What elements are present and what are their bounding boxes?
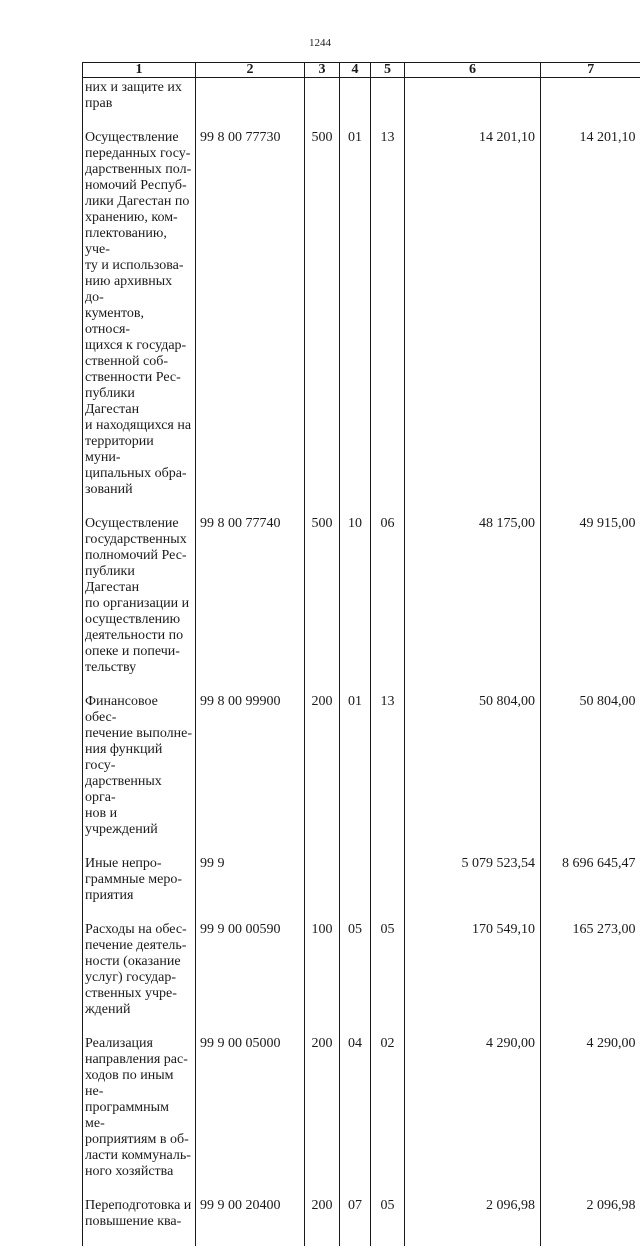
- row-name-line: Осуществление: [85, 130, 192, 146]
- table-body: [83, 78, 640, 1246]
- subsection-cell: [371, 854, 405, 920]
- row-name-line: направления рас-: [85, 1052, 192, 1068]
- row-name-line: них и защите их: [85, 80, 192, 96]
- row-name-line: плектованию, уче-: [85, 226, 192, 258]
- row-name-cell: [83, 692, 196, 854]
- row-name-line: ту и использова-: [85, 258, 192, 274]
- row-name-line: прав: [85, 96, 192, 112]
- table-row: [83, 78, 640, 129]
- row-name-line: деятельности по: [85, 628, 192, 644]
- amount-cell: [541, 78, 640, 129]
- column-header: 5: [371, 63, 405, 78]
- column-header: 1: [83, 63, 196, 78]
- row-name-line: осуществлению: [85, 612, 192, 628]
- row-name-line: нию архивных до-: [85, 274, 192, 306]
- row-name-line: ципальных обра-: [85, 466, 192, 482]
- row-name-line: щихся к государ-: [85, 338, 192, 354]
- row-name-cell: [83, 854, 196, 920]
- section-cell: [340, 78, 371, 129]
- row-name-line: печение выполне-: [85, 726, 192, 742]
- code-cell: 99 9: [196, 854, 305, 920]
- row-name-line: Реализация: [85, 1036, 192, 1052]
- column-header: 6: [405, 63, 541, 78]
- subsection-cell: 13: [371, 128, 405, 514]
- amount-cell: 2 096,98: [541, 1196, 640, 1246]
- row-name-line: ждений: [85, 1002, 192, 1018]
- row-name-line: и находящихся на: [85, 418, 192, 434]
- row-name-line: ственной соб-: [85, 354, 192, 370]
- code-cell: 99 9 00 05000: [196, 1034, 305, 1196]
- table-row: [83, 920, 640, 1034]
- row-name-line: ственных учре-: [85, 986, 192, 1002]
- row-name-line: тельству: [85, 660, 192, 676]
- subsection-cell: [371, 78, 405, 129]
- subsection-cell: 02: [371, 1034, 405, 1196]
- row-name-line: ходов по иным не-: [85, 1068, 192, 1100]
- section-cell: 01: [340, 692, 371, 854]
- code-cell: 99 8 00 99900: [196, 692, 305, 854]
- expense-type-cell: 200: [305, 692, 340, 854]
- amount-cell: 14 201,10: [405, 128, 541, 514]
- row-name-line: кументов, относя-: [85, 306, 192, 338]
- row-name-cell: [83, 920, 196, 1034]
- row-name-line: ния функций госу-: [85, 742, 192, 774]
- section-cell: 10: [340, 514, 371, 692]
- amount-cell: 50 804,00: [541, 692, 640, 854]
- amount-cell: 48 175,00: [405, 514, 541, 692]
- subsection-cell: 05: [371, 1196, 405, 1246]
- amount-cell: 4 290,00: [405, 1034, 541, 1196]
- code-cell: [196, 78, 305, 129]
- amount-cell: 165 273,00: [541, 920, 640, 1034]
- row-name-line: публики Дагестан: [85, 386, 192, 418]
- row-name-line: ласти коммуналь-: [85, 1148, 192, 1164]
- row-name-line: государственных: [85, 532, 192, 548]
- expense-type-cell: 200: [305, 1034, 340, 1196]
- budget-table: [82, 62, 640, 1246]
- row-name-line: хранению, ком-: [85, 210, 192, 226]
- amount-cell: 5 079 523,54: [405, 854, 541, 920]
- section-cell: 05: [340, 920, 371, 1034]
- row-name-line: нов и учреждений: [85, 806, 192, 838]
- row-name-line: публики Дагестан: [85, 564, 192, 596]
- code-cell: 99 9 00 00590: [196, 920, 305, 1034]
- amount-cell: 170 549,10: [405, 920, 541, 1034]
- subsection-cell: 05: [371, 920, 405, 1034]
- table-row: [83, 1196, 640, 1246]
- amount-cell: 4 290,00: [541, 1034, 640, 1196]
- column-header: 4: [340, 63, 371, 78]
- code-cell: 99 9 00 20400: [196, 1196, 305, 1246]
- amount-cell: 14 201,10: [541, 128, 640, 514]
- row-name-line: повышение ква-: [85, 1214, 192, 1230]
- row-name-line: дарственных пол-: [85, 162, 192, 178]
- row-name-line: ного хозяйства: [85, 1164, 192, 1180]
- row-name-line: Иные непро-: [85, 856, 192, 872]
- column-header: 3: [305, 63, 340, 78]
- row-name-line: Осуществление: [85, 516, 192, 532]
- header-row: [83, 63, 640, 78]
- table-row: [83, 1034, 640, 1196]
- row-name-line: Расходы на обес-: [85, 922, 192, 938]
- row-name-line: роприятиям в об-: [85, 1132, 192, 1148]
- row-name-line: печение деятель-: [85, 938, 192, 954]
- expense-type-cell: 500: [305, 514, 340, 692]
- section-cell: 01: [340, 128, 371, 514]
- row-name-line: услуг) государ-: [85, 970, 192, 986]
- row-name-line: приятия: [85, 888, 192, 904]
- row-name-line: ственности Рес-: [85, 370, 192, 386]
- subsection-cell: 06: [371, 514, 405, 692]
- row-name-line: ности (оказание: [85, 954, 192, 970]
- amount-cell: 8 696 645,47: [541, 854, 640, 920]
- row-name-cell: [83, 128, 196, 514]
- expense-type-cell: 200: [305, 1196, 340, 1246]
- amount-cell: 2 096,98: [405, 1196, 541, 1246]
- row-name-cell: [83, 1196, 196, 1246]
- amount-cell: 49 915,00: [541, 514, 640, 692]
- expense-type-cell: 500: [305, 128, 340, 514]
- row-name-line: программным ме-: [85, 1100, 192, 1132]
- section-cell: [340, 854, 371, 920]
- amount-cell: [405, 78, 541, 129]
- row-name-line: территории муни-: [85, 434, 192, 466]
- expense-type-cell: 100: [305, 920, 340, 1034]
- row-name-line: Переподготовка и: [85, 1198, 192, 1214]
- budget-table-container: [82, 62, 640, 905]
- column-header: 2: [196, 63, 305, 78]
- table-row: [83, 514, 640, 692]
- row-name-line: по организации и: [85, 596, 192, 612]
- amount-cell: 50 804,00: [405, 692, 541, 854]
- section-cell: 04: [340, 1034, 371, 1196]
- subsection-cell: 13: [371, 692, 405, 854]
- table-row: [83, 854, 640, 920]
- row-name-line: полномочий Рес-: [85, 548, 192, 564]
- expense-type-cell: [305, 78, 340, 129]
- row-name-cell: [83, 78, 196, 129]
- row-name-line: опеке и попечи-: [85, 644, 192, 660]
- row-name-line: граммные меро-: [85, 872, 192, 888]
- page-number: 1244: [0, 37, 640, 49]
- row-name-line: дарственных орга-: [85, 774, 192, 806]
- row-name-line: номочий Респуб-: [85, 178, 192, 194]
- table-row: [83, 128, 640, 514]
- row-name-line: лики Дагестан по: [85, 194, 192, 210]
- row-name-cell: [83, 514, 196, 692]
- row-name-line: зований: [85, 482, 192, 498]
- expense-type-cell: [305, 854, 340, 920]
- row-name-cell: [83, 1034, 196, 1196]
- row-name-line: Финансовое обес-: [85, 694, 192, 726]
- code-cell: 99 8 00 77740: [196, 514, 305, 692]
- table-row: [83, 692, 640, 854]
- code-cell: 99 8 00 77730: [196, 128, 305, 514]
- column-header: 7: [541, 63, 640, 78]
- row-name-line: переданных госу-: [85, 146, 192, 162]
- section-cell: 07: [340, 1196, 371, 1246]
